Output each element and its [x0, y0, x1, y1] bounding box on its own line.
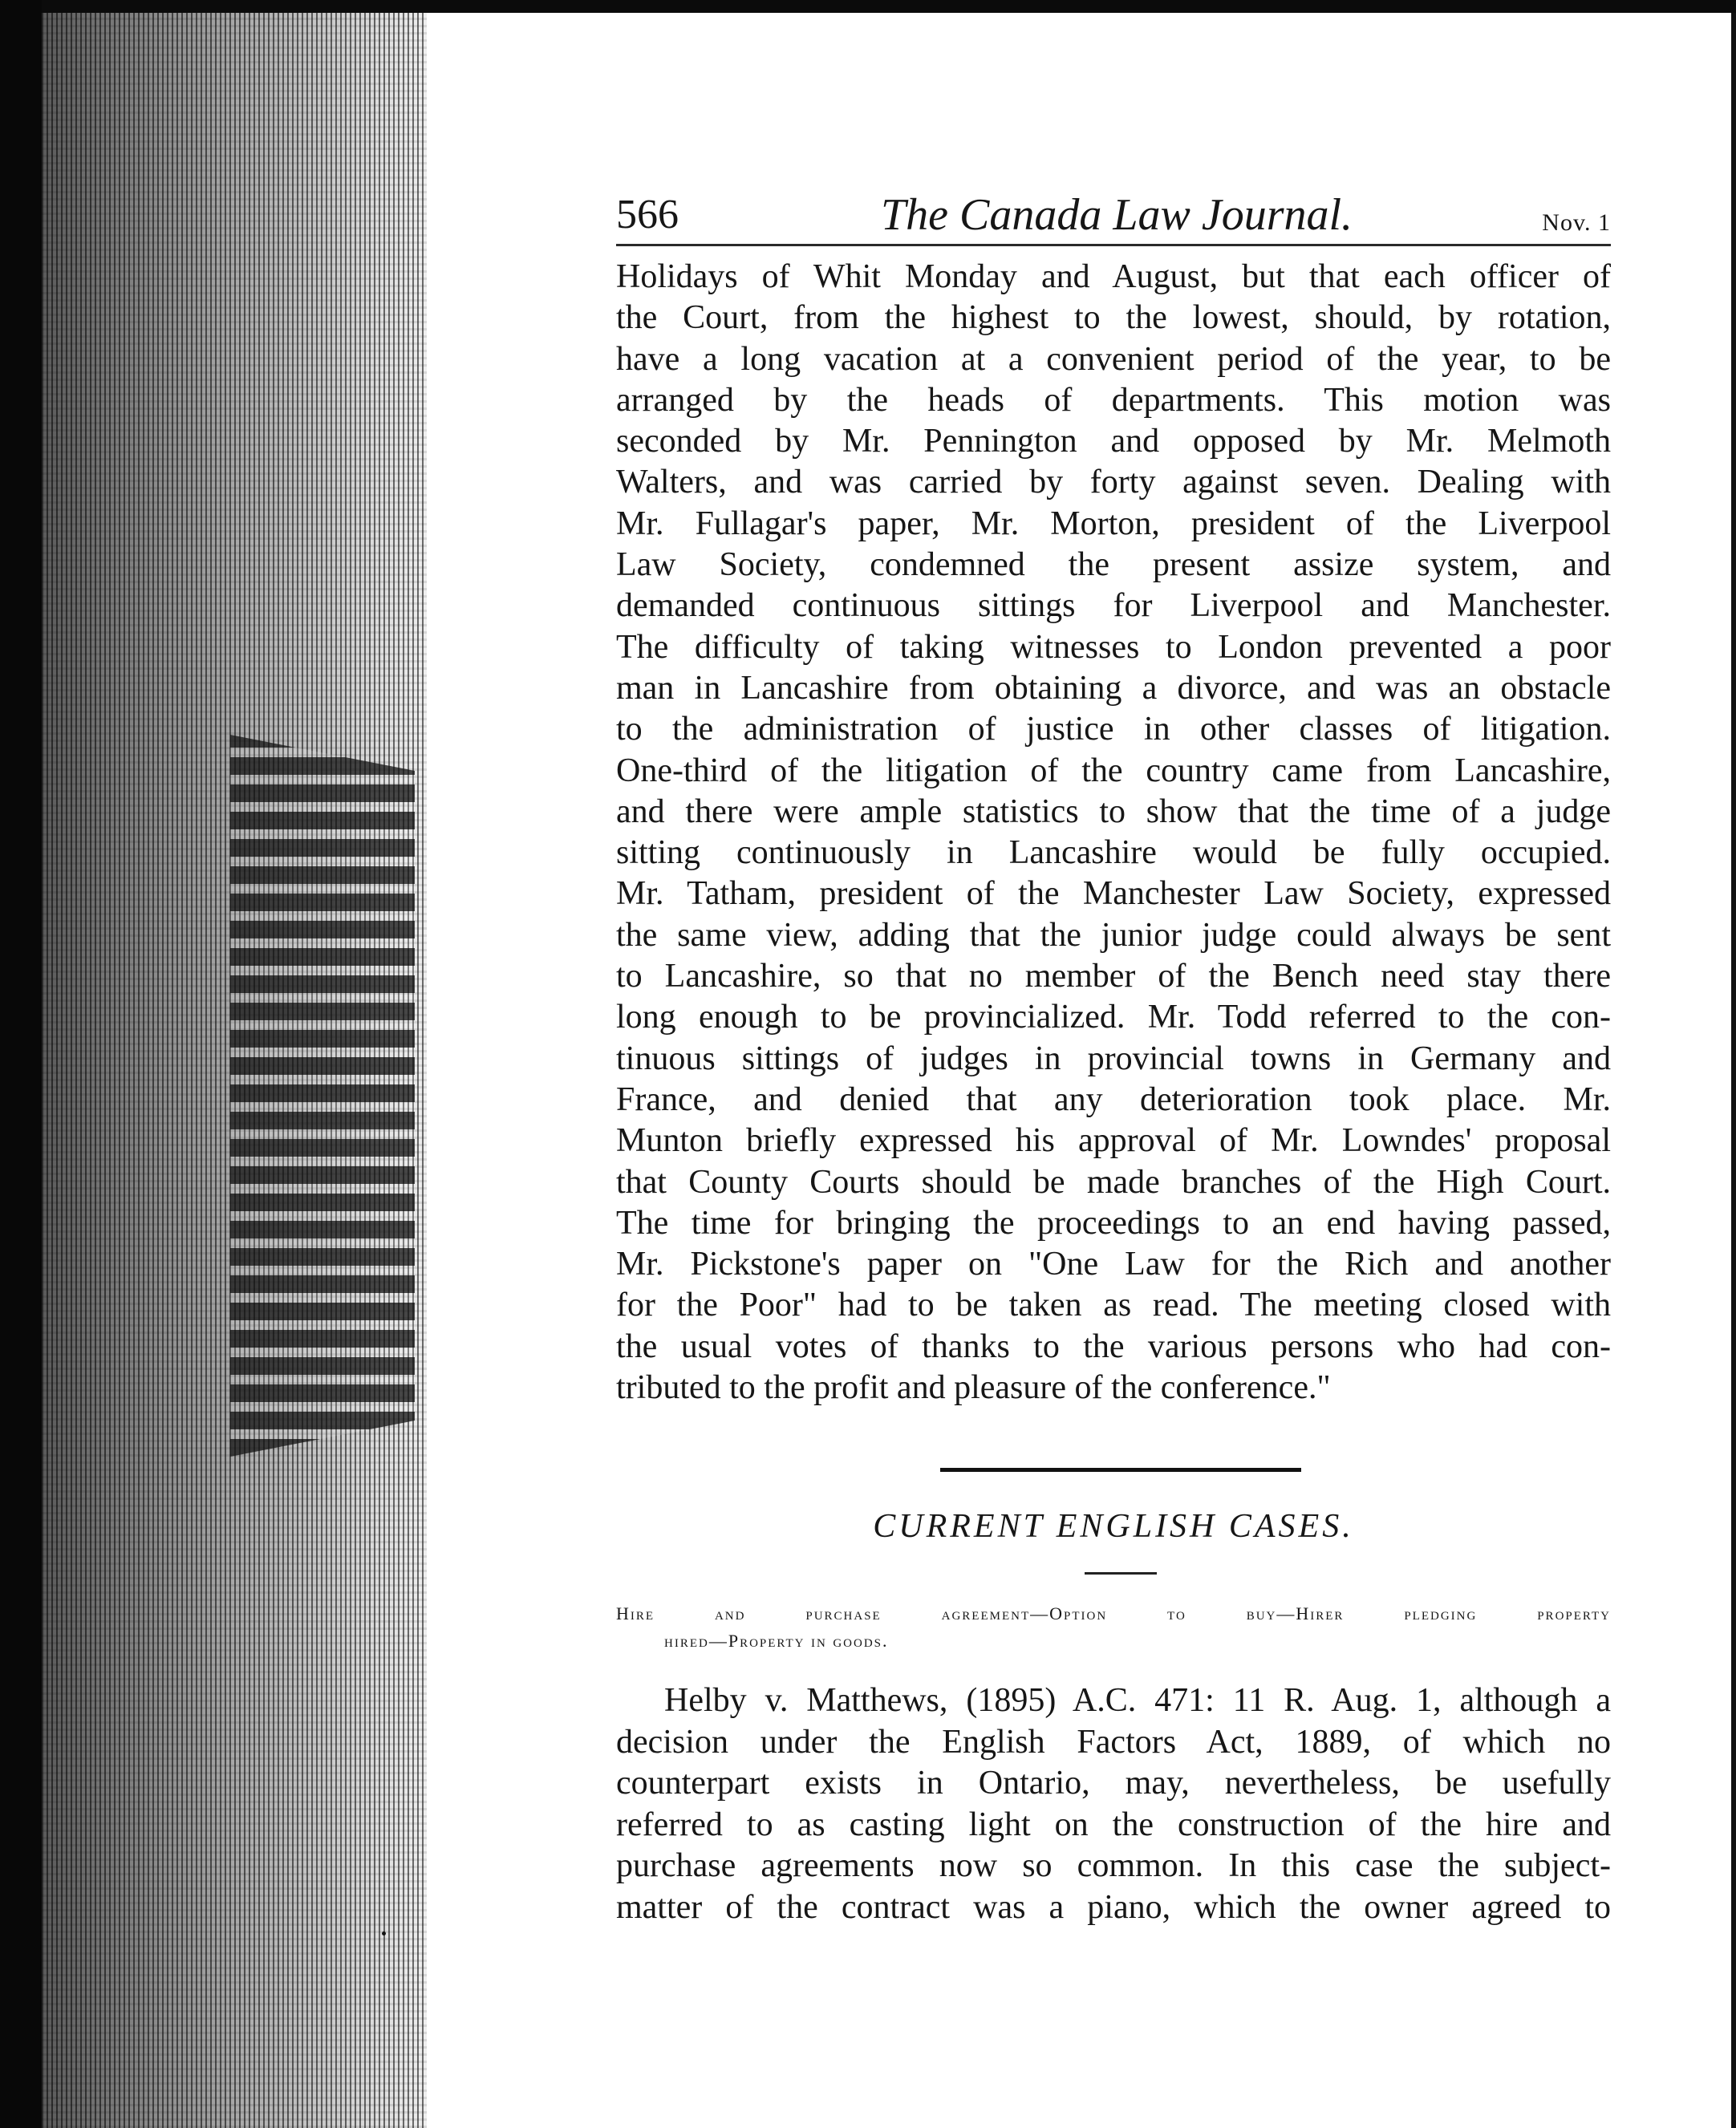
body-line: Mr. Fullagar's paper, Mr. Morton, president of the Liverpool — [616, 505, 1611, 542]
body-line: demanded continuous sittings for Liverpool and Manchester. — [616, 587, 1611, 625]
case-heading-line: hired—Property in goods. — [664, 1631, 889, 1651]
case-line: matter of the contract was a piano, which the owner agreed to — [616, 1888, 1611, 1926]
body-line: the same view, adding that the junior judge could always be sent — [616, 916, 1611, 954]
case-heading-line: Hire and purchase agreement—Option to buy—Hirer pledging property — [616, 1603, 1611, 1623]
journal-title: The Canada Law Journal. — [881, 190, 1353, 240]
body-line: arranged by the heads of departments. This motion was — [616, 381, 1611, 419]
body-line: have a long vacation at a convenient period of the year, to be — [616, 340, 1611, 378]
heading-rule — [1085, 1572, 1157, 1575]
body-line: the usual votes of thanks to the various persons who had con- — [616, 1327, 1611, 1365]
case-paragraph — [616, 1680, 1611, 1928]
article-continuation — [616, 257, 1611, 1409]
body-line: Holidays of Whit Monday and August, but that each officer of — [616, 258, 1611, 295]
case-line: counterpart exists in Ontario, may, nevertheless, be usefully — [616, 1765, 1611, 1802]
body-line: Mr. Pickstone's paper on "One Law for the Rich and another — [616, 1246, 1611, 1283]
page-number: 566 — [616, 192, 679, 237]
page-top-edge — [0, 0, 1736, 13]
header-rule — [616, 244, 1611, 246]
scan-left-border — [0, 0, 42, 2128]
body-line: man in Lancashire from obtaining a divorce, and was an obstacle — [616, 669, 1611, 707]
body-line: Munton briefly expressed his approval of Mr. Lowndes' proposal — [616, 1122, 1611, 1160]
body-line: sitting continuously in Lancashire would be fully occupied. — [616, 834, 1611, 872]
body-line: France, and denied that any deterioration took place. Mr. — [616, 1080, 1611, 1118]
body-line: tinuous sittings of judges in provincial towns in Germany and — [616, 1040, 1611, 1077]
book-spine-image — [42, 13, 427, 2128]
body-line: and there were ample statistics to show that the time of a judge — [616, 792, 1611, 830]
case-line: Helby v. Matthews, (1895) A.C. 471: 11 R. Aug. 1, although a — [664, 1682, 1611, 1719]
case-line: referred to as casting light on the construction of the hire and — [616, 1806, 1611, 1843]
body-line: tributed to the profit and pleasure of the conference." — [616, 1369, 1331, 1407]
case-subject-heading — [616, 1600, 1611, 1655]
margin-speck — [382, 1931, 386, 1935]
body-line: to Lancashire, so that no member of the Bench need stay there — [616, 958, 1611, 995]
case-line: decision under the English Factors Act, 1889, of which no — [616, 1723, 1611, 1761]
section-heading: CURRENT ENGLISH CASES. — [873, 1508, 1354, 1545]
body-line: One-third of the litigation of the country came from Lancashire, — [616, 752, 1611, 789]
body-line: to the administration of justice in other classes of litigation. — [616, 711, 1611, 748]
body-line: Mr. Tatham, president of the Manchester Law Society, expressed — [616, 875, 1611, 913]
body-line: Law Society, condemned the present assize system, and — [616, 546, 1611, 584]
body-line: for the Poor" had to be taken as read. The meeting closed with — [616, 1287, 1611, 1324]
case-line: purchase agreements now so common. In this case the subject- — [616, 1847, 1611, 1884]
body-line: the Court, from the highest to the lowest, should, by rotation, — [616, 299, 1611, 337]
body-line: The time for bringing the proceedings to an end having passed, — [616, 1204, 1611, 1242]
body-line: Walters, and was carried by forty against seven. Dealing with — [616, 464, 1611, 501]
body-line: The difficulty of taking witnesses to London prevented a poor — [616, 628, 1611, 666]
running-head — [616, 183, 1611, 247]
body-line: that County Courts should be made branches of the High Court. — [616, 1163, 1611, 1201]
body-line: seconded by Mr. Pennington and opposed by Mr. Melmoth — [616, 423, 1611, 460]
section-separator — [940, 1468, 1301, 1472]
scan-right-border — [1731, 13, 1736, 2128]
issue-date: Nov. 1 — [1542, 209, 1611, 236]
spine-library-mark — [230, 735, 415, 1457]
body-line: long enough to be provincialized. Mr. Todd referred to the con- — [616, 999, 1611, 1036]
